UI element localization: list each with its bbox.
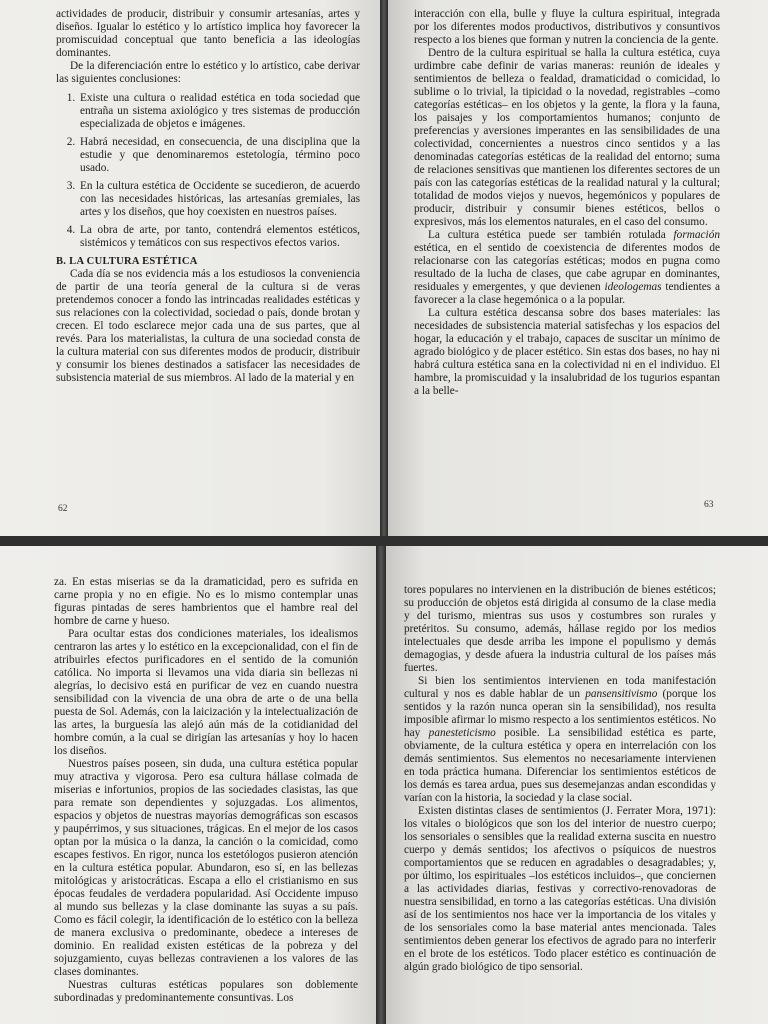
emphasis: panesteticismo bbox=[428, 727, 496, 739]
paragraph: actividades de producir, distribuir y consumir artesanías, artes y diseños. Igualar lo estético y lo artístico implica hoy favorecer la promiscuidad conceptual que tanto beneficia a las ideologías dominantes. bbox=[56, 8, 360, 59]
paragraph: interacción con ella, bulle y fluye la cultura espiritual, integrada por los diferentes modos productivos, distributivos y consuntivos respecto a los bienes que forman y nutren la conciencia de la gente. bbox=[414, 8, 720, 46]
text-run: Si bien los sentimientos intervienen en toda manifestación cultural y nos es dable hablar de un bbox=[404, 675, 716, 700]
paragraph: De la diferenciación entre lo estético y lo artístico, cabe derivar las siguientes conclusiones: bbox=[56, 60, 360, 85]
page-62 bbox=[0, 0, 380, 536]
page-64-text bbox=[54, 576, 358, 1005]
paragraph: Nuestras culturas estéticas populares son doblemente subordinadas y predominantemente consuntivas. Los bbox=[54, 979, 358, 1004]
emphasis: ideologemas bbox=[604, 281, 662, 293]
page-64 bbox=[0, 546, 376, 1024]
page-63-text bbox=[414, 8, 720, 398]
text-run: tendientes a favorecer a la clase hegemónica o a la popular. bbox=[414, 281, 720, 306]
text-run: La cultura estética puede ser también rotulada bbox=[428, 229, 674, 241]
page-63 bbox=[388, 0, 768, 536]
emphasis: pansensitivismo bbox=[585, 688, 658, 700]
paragraph: tores populares no intervienen en la distribución de bienes estéticos; su producción de objetos está dirigida al consumo de la clase media y del turismo, mientras sus usos y costumbres son rurales y pretéritos. Su consumo, además, hállase regido por los medios intelectuales que desde arriba les impone el populismo y demás demagogias, y desde afuera la industria cultural de los países más fuertes. bbox=[404, 584, 716, 674]
conclusions-list bbox=[56, 92, 360, 250]
page-65 bbox=[386, 546, 768, 1024]
page-65-text bbox=[404, 584, 716, 974]
book-gutter bbox=[376, 546, 386, 1024]
text-run: estética, en el sentido de coexistencia de diferentes modos de relacionarse con las categorías estéticas; modos en pugna como resultado de la lucha de clases, que cabe agrupar en dominantes, residuales y emergentes, y que devienen bbox=[414, 242, 720, 293]
emphasis: formación bbox=[673, 229, 720, 241]
paragraph: Existen distintas clases de sentimientos (J. Ferrater Mora, 1971): los vitales o biológicos que son los del interior de nuestro cuerpo; los sensoriales o sensibles que la realidad externa suscita en nuestro cuerpo y demás sentidos; los afectivos o psíquicos de nuestros comportamientos que se reducen en agradables o desagradables; y, por último, los espirituales –los estéticos incluidos–, que conciernen a las actividades diarias, festivas y correctivo-renovadoras de nuestra sensibilidad, en torno a las categorías estéticas. Una división así de los sentimientos nos hace ver la importancia de los vitales y de los sensoriales como la base material antes mencionada. Tales sentimientos deben generar los efectivos de agrado para no interferir en el brote de los estéticos. Todo placer estético es continuación de algún grado biológico de tipo sensorial. bbox=[404, 805, 716, 973]
paragraph bbox=[404, 675, 716, 805]
list-item: 2. Habrá necesidad, en consecuencia, de una disciplina que la estudie y que denominaremos estetología, término poco usado. bbox=[78, 136, 360, 175]
text-run: posible. La sensibilidad estética es parte, obviamente, de la cultura estética y opera en interrelación con los demás sentimientos. Sus elementos no necesariamente intervienen en toda práctica humana. Diferenciar los sentimientos estéticos de los demás es tarea ardua, pues sus desemejanzas andan escondidas y varían con la historia, la sociedad y la clase social. bbox=[404, 727, 716, 804]
paragraph: La cultura estética descansa sobre dos bases materiales: las necesidades de subsistencia material satisfechas y los espacios del hogar, la educación y el trabajo, capaces de suscitar un mínimo de agrado biológico y de placer estético. Sin estas dos bases, no hay ni habrá cultura estética sana en la colectividad ni en el individuo. El hambre, la promiscuidad y la insalubridad de los tugurios espantan a la belle- bbox=[414, 307, 720, 397]
paragraph: za. En estas miserias se da la dramaticidad, pero es sufrida en carne propia y no en efigie. No es lo mismo contemplar unas figuras pintadas de seres hambrientos que el hambre real del hombre de carne y hueso. bbox=[54, 576, 358, 627]
paragraph: Dentro de la cultura espiritual se halla la cultura estética, cuya urdimbre cabe definir de varias maneras: reunión de ideales y sentimientos de belleza o fealdad, dramaticidad o comicidad, lo sublime o lo trivial, la tipicidad o la novedad, registrables –como categorías estéticas– en los objetos y la gente, la flora y la fauna, los paisajes y los comportamientos humanos; conjunto de preferencias y aversiones imperantes en las sensibilidades de una colectividad, concernientes a nuestros cinco sentidos y a las denominadas categorías estéticas de la realidad del entorno; suma de relaciones sensitivas que mantienen los diferentes sectores de un país con las categorías estéticas de la realidad natural y la cultural; totalidad de modos viejos y nuevos, hegemónicos y populares de producir, distribuir y consumir bienes estéticos, bellos o expresivos, más los elementos naturales, en el caso del consumo. bbox=[414, 47, 720, 228]
paragraph bbox=[414, 229, 720, 307]
paragraph: Cada día se nos evidencia más a los estudiosos la conveniencia de partir de una teoría general de la cultura si de veras pretendemos conocer a fondo las intrincadas realidades estéticas y sus relaciones con la colectividad, sociedad o país, donde brotan y crecen. El todo esclarece mejor cada una de sus partes, que al revés. Para los materialistas, la cultura de una sociedad consta de la cultura material con sus diferentes modos de producir, distribuir y consumir los bienes destinados a satisfacer las necesidades de subsistencia material de sus miembros. Al lado de la material y en bbox=[56, 268, 360, 384]
list-item: 1. Existe una cultura o realidad estética en toda sociedad que entraña un sistema axiológico y tres sistemas de producción especializada de objetos e imágenes. bbox=[78, 92, 360, 131]
page-number: 62 bbox=[58, 504, 68, 514]
page-62-text bbox=[56, 8, 360, 385]
spread-divider bbox=[0, 536, 768, 546]
book-gutter bbox=[380, 0, 388, 536]
list-item: 4. La obra de arte, por tanto, contendrá elementos estéticos, sistémicos y temáticos con sus respectivos efectos varios. bbox=[78, 224, 360, 250]
text-run: (porque los sentidos y la razón nunca operan sin la sensibilidad), nos resulta imposible afirmar lo mismo respecto a los sentimientos estéticos. No hay bbox=[404, 688, 717, 739]
section-heading: B. LA CULTURA ESTÉTICA bbox=[56, 256, 198, 267]
paragraph: Nuestros países poseen, sin duda, una cultura estética popular muy atractiva y vigorosa. Pero esa cultura hállase colmada de miserias e infortunios, propios de las sociedades clasistas, las que para remate son dependientes y sojuzgadas. Los alimentos, espacios y objetos de nuestras mayorías demográficas son escasos y paupérrimos, y sus situaciones, trágicas. En el mejor de los casos optan por la música o la danza, la canción o la comicidad, como escapes festivos. En rigor, nunca los estetólogos pusieron atención en la cultura estética popular. Abundaron, eso sí, en las bellezas mitológicas y aristocráticas. Escapa a ello el cristianismo en sus épocas feudales de verdadera popularidad. Así Occidente impuso al mundo sus bellezas y la clase dominante las suyas a su país. Como es fácil colegir, la identificación de lo estético con la belleza de manera exclusiva o predominante, obedece a intereses de dominio. En realidad existen estéticas de la pobreza y del sojuzgamiento, cuyas bellezas contravienen a los valores de las clases dominantes. bbox=[54, 758, 358, 978]
paragraph: Para ocultar estas dos condiciones materiales, los idealismos centraron las artes y lo estético en la excepcionalidad, con el fin de atribuirles efectos purificadores en el sentido de la comunión católica. No importa si llevamos una vida diaria sin bellezas ni alegrías, lo decisivo está en purificar de vez en cuando nuestra sensibilidad con la vivencia de una obra de arte o de una bella puesta de Sol. Además, con la laicización y la intelectualización de las artes, la burguesía las alejó aún más de la cotidianidad del hombre común, a la cual se dirigían las artesanías y hoy lo hacen los diseños. bbox=[54, 628, 358, 757]
page-number: 63 bbox=[704, 500, 714, 510]
list-item: 3. En la cultura estética de Occidente se sucedieron, de acuerdo con las necesidades históricas, las artesanías gremiales, las artes y los diseños, que hoy coexisten en nuestros países. bbox=[78, 180, 360, 219]
